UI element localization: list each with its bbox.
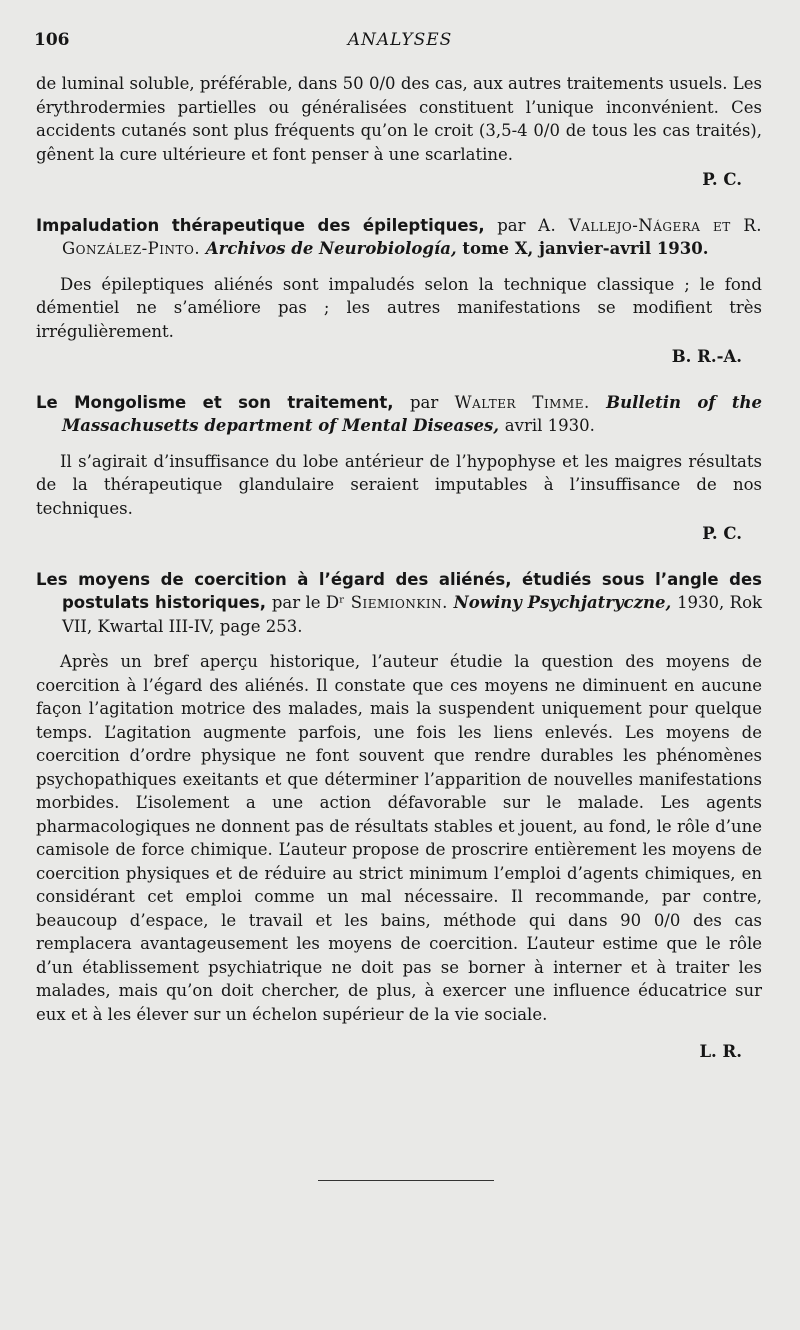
by-word: par [497, 215, 526, 235]
by-word: par le Dʳ [271, 593, 345, 612]
abstract-title [36, 568, 762, 639]
continuation-paragraph: de luminal soluble, préférable, dans 50 0/0 des cas, aux autres traitements usuels. Les érythrodermies partielles ou généralisées constituent l’unique inconvénient. Ces accidents cutanés sont plus fréquents qu’on le croit (3,5-4 0/0 de tous les cas traités), gênent la cure ultérieure et font penser à une scarlatine. [36, 74, 762, 164]
page-body [36, 72, 762, 1064]
section-rule [318, 1180, 494, 1181]
signature: B. R.-A. [671, 347, 742, 366]
abstract-text: Il s’agirait d’insuffisance du lobe antérieur de l’hypophyse et les maigres résultats de la thérapeutique glandulaire seraient imputables à l’insuffisance de nos techniques. [36, 451, 762, 518]
article-title: Le Mongolisme et son traitement, [36, 392, 394, 412]
abstract-title [36, 391, 762, 438]
journal-ref: avril 1930. [504, 416, 595, 435]
by-word: par [409, 392, 439, 412]
journal-ref: tome X, janvier-avril 1930. [462, 239, 709, 258]
journal-name: Nowiny Psychjatryczne, [453, 593, 672, 612]
signature: P. C. [702, 170, 742, 189]
abstract-title [36, 214, 762, 261]
journal-name: Archivos de Neurobiología, [205, 239, 457, 258]
article-authors: Walter Timme. [454, 392, 590, 412]
article-title: Les moyens de coercition à l’égard des aliénés, étudiés sous l’angle des postulats historiques, [36, 569, 762, 612]
article-authors: Siemionkin. [350, 593, 448, 612]
journal-name: Bulletin of the Massachusetts department of Mental Diseases, [62, 392, 763, 435]
article-title: Impaludation thérapeutique des épileptiques, [36, 215, 485, 235]
abstract-text: Des épileptiques aliénés sont impaludés selon la technique classique ; le fond démentiel ne s’améliore pas ; les autres manifestations se modifient très irrégulièrement. [36, 274, 762, 341]
article-authors: A. Vallejo-Nágera et R. González-Pinto. [62, 215, 763, 258]
signature: L. R. [699, 1042, 742, 1061]
journal-ref: 1930, Rok VII, Kwartal III-IV, page 253. [62, 593, 762, 636]
page-number: 106 [34, 30, 70, 50]
signature: P. C. [702, 524, 742, 543]
abstract-text: Après un bref aperçu historique, l’auteur étudie la question des moyens de coercition à l’égard des aliénés. Il constate que ces moyens ne diminuent en aucune façon l’agitation motrice des malades, mais la suspendent uniquement pour quelque temps. L’agitation augmente parfois, une fois les liens enlevés. Les moyens de coercition d’ordre physique ne font souvent que rendre durables les phénomènes psychopathiques exeitants et que déterminer l’apparition de nouvelles manifestations morbides. L’isolement a une action défavorable sur le malade. Les agents pharmacologiques ne donnent pas de résultats stables et jouent, au fond, le rôle d’une camisole de force chimique. L’auteur propose de proscrire entièrement les moyens de coercition physiques et de réduire au strict minimum l’emploi d’agents chimiques, en considérant cet emploi comme un mal nécessaire. Il recommande, par contre, beaucoup d’espace, le travail et les bains, méthode qui dans 90 0/0 des cas remplacera avantageusement les moyens de coercition. L’auteur estime que le rôle d’un établissement psychiatrique ne doit pas se borner à interner et à traiter les malades, mais qu’on doit chercher, de plus, à exercer une influence éducatrice sur eux et à les élever sur un échelon supérieur de la vie sociale. [36, 652, 762, 1024]
running-title: ANALYSES [347, 30, 453, 50]
